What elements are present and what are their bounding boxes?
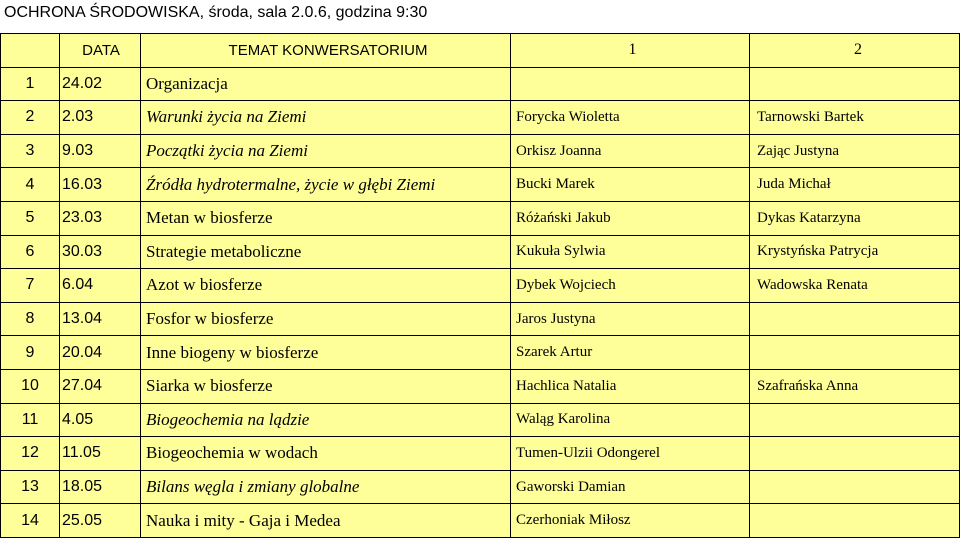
table-row xyxy=(1,302,960,336)
row-student-2 xyxy=(750,336,960,370)
table-row xyxy=(1,369,960,403)
row-topic: Nauka i mity - Gaja i Medea xyxy=(141,504,511,538)
row-date: 6.04 xyxy=(60,269,141,303)
row-student-2 xyxy=(750,437,960,471)
row-topic: Źródła hydrotermalne, życie w głębi Ziemi xyxy=(141,168,511,202)
table-row xyxy=(1,67,960,101)
table-row xyxy=(1,336,960,370)
row-date: 18.05 xyxy=(60,470,141,504)
row-student-1: Różański Jakub xyxy=(511,201,750,235)
row-student-1: Dybek Wojciech xyxy=(511,269,750,303)
row-student-1: Bucki Marek xyxy=(511,168,750,202)
table-row xyxy=(1,504,960,538)
table-row xyxy=(1,134,960,168)
row-number: 4 xyxy=(1,168,60,202)
row-topic: Azot w biosferze xyxy=(141,269,511,303)
row-date: 11.05 xyxy=(60,437,141,471)
row-date: 30.03 xyxy=(60,235,141,269)
row-date: 13.04 xyxy=(60,302,141,336)
row-student-1: Hachlica Natalia xyxy=(511,369,750,403)
row-number: 9 xyxy=(1,336,60,370)
row-number: 1 xyxy=(1,67,60,101)
row-student-1: Gaworski Damian xyxy=(511,470,750,504)
table-row xyxy=(1,101,960,135)
row-number: 10 xyxy=(1,369,60,403)
table-row xyxy=(1,201,960,235)
row-student-2: Wadowska Renata xyxy=(750,269,960,303)
row-student-2 xyxy=(750,504,960,538)
row-date: 24.02 xyxy=(60,67,141,101)
page-title: OCHRONA ŚRODOWISKA, środa, sala 2.0.6, godzina 9:30 xyxy=(4,4,428,21)
row-number: 2 xyxy=(1,101,60,135)
table-row xyxy=(1,403,960,437)
row-date: 27.04 xyxy=(60,369,141,403)
column-header-number xyxy=(1,34,60,68)
row-topic: Początki życia na Ziemi xyxy=(141,134,511,168)
row-student-1 xyxy=(511,67,750,101)
row-topic: Strategie metaboliczne xyxy=(141,235,511,269)
row-number: 8 xyxy=(1,302,60,336)
row-student-2: Szafrańska Anna xyxy=(750,369,960,403)
row-student-2: Zając Justyna xyxy=(750,134,960,168)
row-number: 12 xyxy=(1,437,60,471)
row-student-2 xyxy=(750,302,960,336)
column-header-student-2: 2 xyxy=(750,34,960,68)
row-student-1: Waląg Karolina xyxy=(511,403,750,437)
row-date: 25.05 xyxy=(60,504,141,538)
row-topic: Biogeochemia w wodach xyxy=(141,437,511,471)
row-date: 9.03 xyxy=(60,134,141,168)
row-topic: Inne biogeny w biosferze xyxy=(141,336,511,370)
row-number: 5 xyxy=(1,201,60,235)
row-topic: Biogeochemia na lądzie xyxy=(141,403,511,437)
row-student-2 xyxy=(750,67,960,101)
table-row xyxy=(1,437,960,471)
row-student-1: Forycka Wioletta xyxy=(511,101,750,135)
column-header-topic: TEMAT KONWERSATORIUM xyxy=(141,34,511,68)
row-number: 11 xyxy=(1,403,60,437)
row-date: 4.05 xyxy=(60,403,141,437)
row-number: 14 xyxy=(1,504,60,538)
row-topic: Warunki życia na Ziemi xyxy=(141,101,511,135)
table-row xyxy=(1,168,960,202)
schedule-table xyxy=(0,33,960,538)
row-student-1: Szarek Artur xyxy=(511,336,750,370)
row-student-2: Tarnowski Bartek xyxy=(750,101,960,135)
row-number: 13 xyxy=(1,470,60,504)
row-date: 16.03 xyxy=(60,168,141,202)
row-date: 2.03 xyxy=(60,101,141,135)
row-topic: Organizacja xyxy=(141,67,511,101)
row-topic: Siarka w biosferze xyxy=(141,369,511,403)
row-student-2: Juda Michał xyxy=(750,168,960,202)
row-topic: Bilans węgla i zmiany globalne xyxy=(141,470,511,504)
row-student-1: Orkisz Joanna xyxy=(511,134,750,168)
row-student-1: Tumen-Ulzii Odongerel xyxy=(511,437,750,471)
table-row xyxy=(1,235,960,269)
row-student-2: Krystyńska Patrycja xyxy=(750,235,960,269)
row-topic: Metan w biosferze xyxy=(141,201,511,235)
row-number: 7 xyxy=(1,269,60,303)
row-student-2: Dykas Katarzyna xyxy=(750,201,960,235)
row-student-1: Kukuła Sylwia xyxy=(511,235,750,269)
table-row xyxy=(1,470,960,504)
row-student-2 xyxy=(750,403,960,437)
row-student-1: Jaros Justyna xyxy=(511,302,750,336)
row-student-1: Czerhoniak Miłosz xyxy=(511,504,750,538)
table-header-row xyxy=(1,34,960,68)
table-row xyxy=(1,269,960,303)
row-topic: Fosfor w biosferze xyxy=(141,302,511,336)
row-student-2 xyxy=(750,470,960,504)
row-date: 20.04 xyxy=(60,336,141,370)
row-number: 6 xyxy=(1,235,60,269)
row-date: 23.03 xyxy=(60,201,141,235)
column-header-student-1: 1 xyxy=(511,34,750,68)
column-header-date: DATA xyxy=(60,34,141,68)
row-number: 3 xyxy=(1,134,60,168)
